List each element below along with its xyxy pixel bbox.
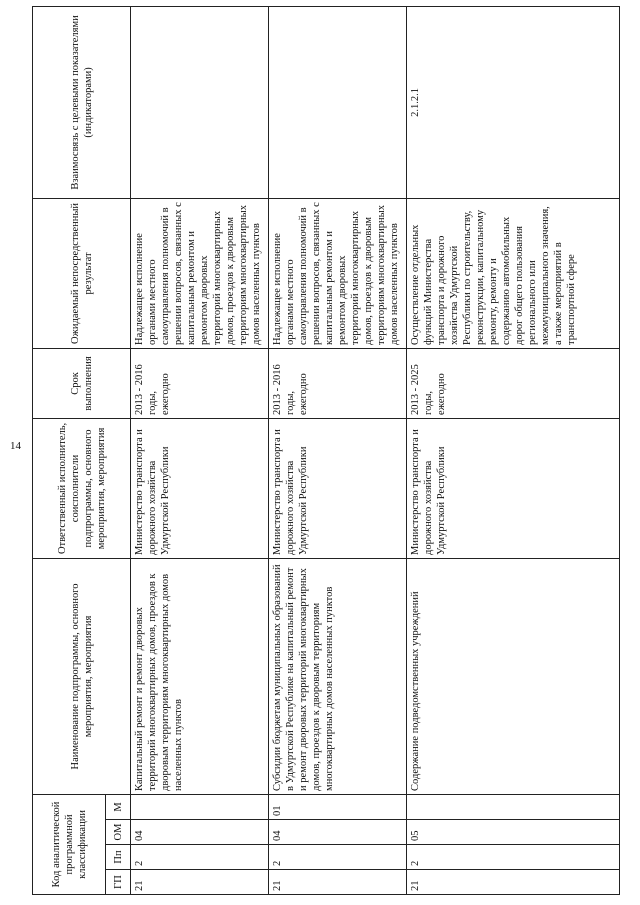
- m-cell: [131, 794, 269, 819]
- result-cell: Осуществление отдельных функций Министерства транспорта и дорожного хозяйства Удмуртской Республики по строительству, реконструкции, капитальному ремонту, ремонту и содержанию автомобильных дорог общего пользования регионального или межмуниципального значения, а также мероприятий в транспортной сфере: [407, 198, 620, 348]
- om-header: ОМ: [106, 820, 131, 845]
- table-row: [269, 6, 407, 894]
- m-cell: 01: [269, 794, 407, 819]
- gp-header: ГП: [106, 870, 131, 895]
- result-cell: Надлежащее исполнение органами местного самоуправления полномочий в решении вопросов, связанных с капитальным ремонтом и ремонтом дворовых территорий многоквартирных домов, проездов к дворовым территориям многоквартирных домов населенных пунктов: [269, 198, 407, 348]
- m-cell: [407, 794, 620, 819]
- link-cell: [269, 6, 407, 198]
- executor-cell: Министерство транспорта и дорожного хозяйства Удмуртской Республики: [407, 418, 620, 558]
- gp-cell: 21: [407, 870, 620, 895]
- link-header: Взаимосвязь с целевыми показателями (индикаторами): [33, 6, 131, 198]
- result-header: Ожидаемый непосредственный результат: [33, 198, 131, 348]
- term-cell: 2013 - 2016 годы, ежегодно: [269, 348, 407, 418]
- term-header: Срок выполнения: [33, 348, 131, 418]
- term-cell: 2013 - 2016 годы, ежегодно: [131, 348, 269, 418]
- table-row: [131, 6, 269, 894]
- term-cell: 2013 - 2025 годы, ежегодно: [407, 348, 620, 418]
- pp-cell: 2: [407, 845, 620, 870]
- om-cell: 04: [131, 820, 269, 845]
- name-cell: Содержание подведомственных учреждений: [407, 558, 620, 794]
- code-group-header: Код аналитической программной классификации: [33, 794, 106, 894]
- pp-cell: 2: [269, 845, 407, 870]
- pp-cell: 2: [131, 845, 269, 870]
- rotated-table-container: [32, 7, 620, 895]
- gp-cell: 21: [131, 870, 269, 895]
- name-header: Наименование подпрограммы, основного мероприятия, мероприятия: [33, 558, 131, 794]
- executor-header: Ответственный исполнитель, соисполнители подпрограммы, основного мероприятия, мероприятия: [33, 418, 131, 558]
- page-number: 14: [10, 440, 21, 452]
- executor-cell: Министерство транспорта и дорожного хозяйства Удмуртской Республики: [269, 418, 407, 558]
- om-cell: 04: [269, 820, 407, 845]
- link-cell: 2.1.2.1: [407, 6, 620, 198]
- program-table: [32, 6, 620, 895]
- link-cell: [131, 6, 269, 198]
- table-row: [407, 6, 620, 894]
- pp-header: Пп: [106, 845, 131, 870]
- m-header: М: [106, 794, 131, 819]
- om-cell: 05: [407, 820, 620, 845]
- name-cell: Капитальный ремонт и ремонт дворовых территорий многоквартирных домов, проездов к дворовым территориям многоквартирных домов населенных пунктов: [131, 558, 269, 794]
- executor-cell: Министерство транспорта и дорожного хозяйства Удмуртской Республики: [131, 418, 269, 558]
- result-cell: Надлежащее исполнение органами местного самоуправления полномочий в решении вопросов, связанных с капитальным ремонтом и ремонтом дворовых территорий многоквартирных домов, проездов к дворовым территориям многоквартирных домов населенных пунктов: [131, 198, 269, 348]
- gp-cell: 21: [269, 870, 407, 895]
- name-cell: Субсидии бюджетам муниципальных образований в Удмуртской Республике на капитальный ремонт и ремонт дворовых территорий многоквартирных домов, проездов к дворовым территориям многоквартирных домов населенных пунктов: [269, 558, 407, 794]
